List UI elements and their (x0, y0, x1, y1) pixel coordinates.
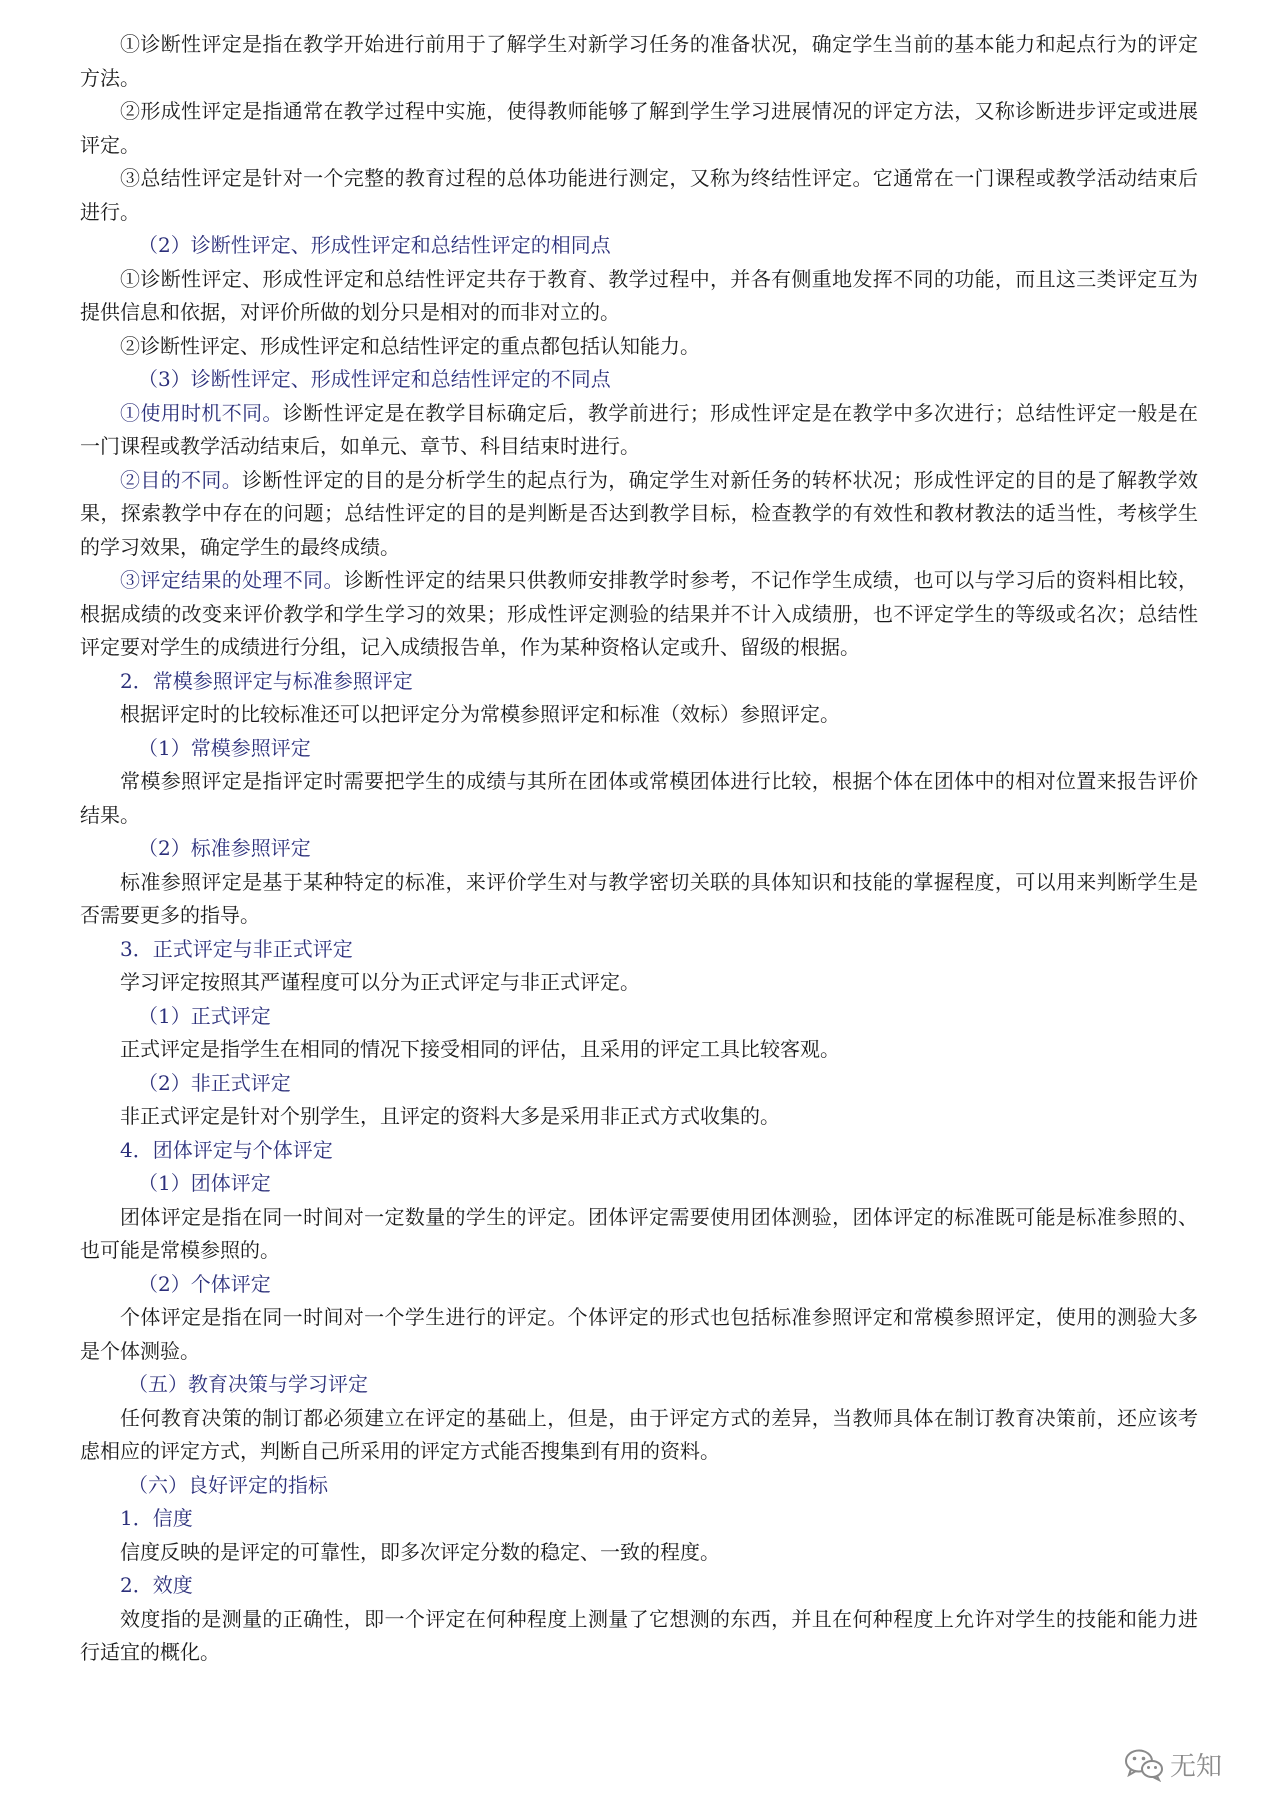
section-heading: 2．常模参照评定与标准参照评定 (120, 668, 413, 693)
paragraph: 根据评定时的比较标准还可以把评定分为常模参照评定和标准（效标）参照评定。 (120, 702, 840, 726)
paragraph: ①诊断性评定、形成性评定和总结性评定共存于教育、教学过程中，并各有侧重地发挥不同的功能，而且这三类评定互为提供信息和依据，对评价所做的划分只是相对的而非对立的。 (80, 266, 1198, 324)
paragraph: 效度指的是测量的正确性，即一个评定在何种程度上测量了它想测的东西，并且在何种程度上允许对学生的技能和能力进行适宜的概化。 (80, 1606, 1198, 1664)
paragraph: ②诊断性评定、形成性评定和总结性评定的重点都包括认知能力。 (120, 333, 700, 358)
paragraph-lead: ③评定结果的处理不同。 (120, 568, 344, 592)
paragraph-body: 诊断性评定的结果只供教师安排教学时参考，不记作学生成绩，也可以与学习后的资料相比较，根据成绩的改变来评价教学和学生学习的效果；形成性评定测验的结果并不计入成绩册，也不评定学生的等级或名次；总结性评定要对学生的成绩进行分组，记入成绩报告单，作为某种资格认定或升、留级的根据。 (80, 568, 1199, 659)
paragraph: 非正式评定是针对个别学生，且评定的资料大多是采用非正式方式收集的。 (120, 1104, 780, 1128)
section-heading: 4．团体评定与个体评定 (120, 1137, 333, 1162)
chapter-heading: （五）教育决策与学习评定 (128, 1372, 368, 1396)
subsection-heading: （1）团体评定 (138, 1171, 271, 1195)
paragraph (80, 397, 1198, 464)
paragraph: ③总结性评定是针对一个完整的教育过程的总体功能进行测定，又称为终结性评定。它通常在一门课程或教学活动结束后进行。 (80, 166, 1198, 224)
subsection-heading: （2）非正式评定 (138, 1070, 291, 1095)
chapter-heading: （六）良好评定的指标 (128, 1472, 328, 1497)
paragraph: 正式评定是指学生在相同的情况下接受相同的评估，且采用的评定工具比较客观。 (120, 1037, 840, 1061)
paragraph: 常模参照评定是指评定时需要把学生的成绩与其所在团体或常模团体进行比较，根据个体在团体中的相对位置来报告评价结果。 (80, 769, 1198, 827)
paragraph: 信度反映的是评定的可靠性，即多次评定分数的稳定、一致的程度。 (120, 1539, 720, 1564)
watermark-text: 无知 (1169, 1752, 1222, 1782)
wechat-icon (1124, 1748, 1164, 1782)
paragraph: ①诊断性评定是指在教学开始进行前用于了解学生对新学习任务的准备状况，确定学生当前的基本能力和起点行为的评定方法。 (80, 32, 1198, 90)
paragraph: 标准参照评定是基于某种特定的标准，来评价学生对与教学密切关联的具体知识和技能的掌握程度，可以用来判断学生是否需要更多的指导。 (80, 869, 1198, 927)
paragraph: 学习评定按照其严谨程度可以分为正式评定与非正式评定。 (120, 970, 640, 994)
subsection-heading: （3）诊断性评定、形成性评定和总结性评定的不同点 (138, 367, 611, 391)
watermark (1124, 1746, 1222, 1783)
paragraph-body: 诊断性评定是在教学目标确定后，教学前进行；形成性评定是在教学中多次进行；总结性评定一般是在一门课程或教学活动结束后，如单元、章节、科目结束时进行。 (80, 400, 1199, 458)
section-heading: 3．正式评定与非正式评定 (120, 936, 353, 961)
subsection-heading: （2）个体评定 (138, 1271, 271, 1296)
paragraph-lead: ①使用时机不同。 (120, 400, 283, 425)
section-heading: 2．效度 (120, 1573, 193, 1597)
paragraph: 团体评定是指在同一时间对一定数量的学生的评定。团体评定需要使用团体测验，团体评定的标准既可能是标准参照的、也可能是常模参照的。 (80, 1204, 1198, 1262)
paragraph (80, 464, 1198, 565)
subsection-heading: （1）正式评定 (138, 1003, 271, 1028)
paragraph-lead: ②目的不同。 (120, 467, 243, 492)
paragraph: 任何教育决策的制订都必须建立在评定的基础上，但是，由于评定方式的差异，当教师具体在制订教育决策前，还应该考虑相应的评定方式，判断自己所采用的评定方式能否搜集到有用的资料。 (80, 1405, 1198, 1463)
document-page (80, 28, 1198, 1670)
subsection-heading: （2）诊断性评定、形成性评定和总结性评定的相同点 (138, 233, 611, 257)
paragraph (80, 564, 1198, 665)
subsection-heading: （2）标准参照评定 (138, 836, 311, 860)
paragraph-body: 诊断性评定的目的是分析学生的起点行为，确定学生对新任务的转杯状况；形成性评定的目的是了解教学效果，探索教学中存在的问题；总结性评定的目的是判断是否达到教学目标，检查教学的有效性和教材教法的适当性，考核学生的学习效果，确定学生的最终成绩。 (80, 467, 1199, 559)
section-heading: 1．信度 (120, 1506, 193, 1530)
paragraph: ②形成性评定是指通常在教学过程中实施，使得教师能够了解到学生学习进展情况的评定方法，又称诊断进步评定或进展评定。 (80, 99, 1198, 157)
subsection-heading: （1）常模参照评定 (138, 735, 311, 760)
paragraph: 个体评定是指在同一时间对一个学生进行的评定。个体评定的形式也包括标准参照评定和常模参照评定，使用的测验大多是个体测验。 (80, 1305, 1198, 1363)
